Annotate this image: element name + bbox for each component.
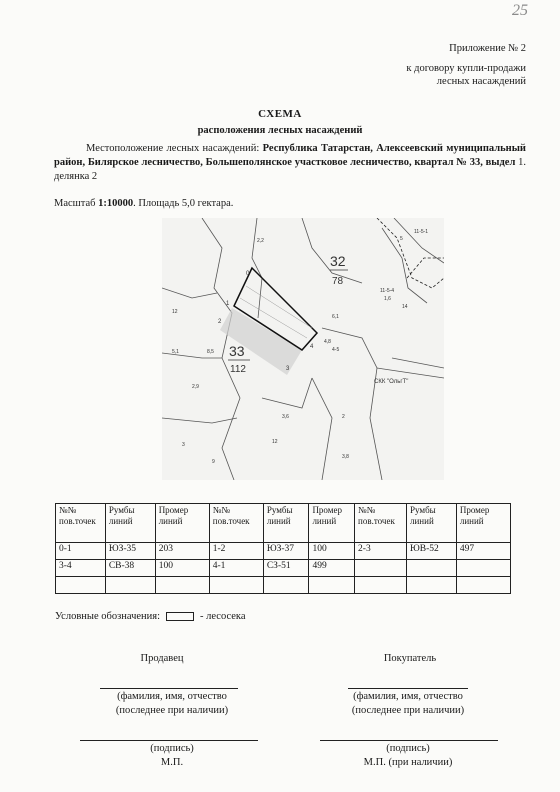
table-cell: СВ-38	[105, 560, 155, 577]
stand-label: 11-5-4	[380, 288, 395, 294]
stand-label: 4-5	[332, 347, 340, 353]
seller-name-hint-2: (последнее при наличии)	[115, 705, 229, 716]
legend-label: Условные обозначения:	[55, 611, 161, 622]
appendix-number: Приложение № 2	[449, 43, 526, 54]
road-label: СКК "ОльгТ"	[374, 379, 409, 385]
table-cell	[456, 577, 510, 594]
seller-name-hint: (фамилия, имя, отчество	[117, 691, 227, 702]
buyer-name-hint: (фамилия, имя, отчество	[353, 691, 463, 702]
table-header-cell: Промер линий	[155, 504, 209, 543]
table-cell	[209, 577, 263, 594]
table-header-cell: №№ пов.точек	[56, 504, 106, 543]
stand-label: 3	[182, 442, 185, 448]
cutting-area-swatch	[166, 612, 194, 621]
table-cell: 100	[309, 543, 355, 560]
stand-label: 2,2	[257, 238, 264, 244]
table-cell: 497	[456, 543, 510, 560]
map-drawing	[162, 218, 444, 480]
main-quarter-sub: 112	[230, 364, 246, 375]
stand-label: 3,6	[282, 414, 289, 420]
location-plot: 1. делянка 2	[54, 157, 526, 182]
location-prefix: Местоположение лесных насаждений:	[86, 143, 260, 154]
table-cell: СЗ-51	[263, 560, 309, 577]
table-header-row	[56, 504, 511, 543]
turning-points-table	[55, 503, 511, 594]
table-header-cell: Румбы линий	[407, 504, 457, 543]
table-row	[56, 560, 511, 577]
table-row	[56, 543, 511, 560]
table-cell	[155, 577, 209, 594]
buyer-stamp: М.П. (при наличии)	[363, 757, 453, 768]
table-row	[56, 577, 511, 594]
area-text: . Площадь 5,0 гектара.	[133, 198, 234, 209]
buyer-name-hint-2: (последнее при наличии)	[351, 705, 465, 716]
document-title: СХЕМА	[258, 108, 302, 120]
appendix-contract: к договору купли-продажи	[406, 63, 526, 74]
table-cell	[263, 577, 309, 594]
scale-value: 1:10000	[98, 198, 134, 209]
stand-label: 5,1	[172, 349, 179, 355]
table-cell: 2-3	[355, 543, 407, 560]
map-point-2: 2	[218, 319, 222, 325]
table-header-cell: Промер линий	[309, 504, 355, 543]
buyer-signature-line	[320, 740, 498, 741]
table-cell: 4-1	[209, 560, 263, 577]
map-point-3: 3	[286, 366, 290, 372]
stand-label: 14	[402, 304, 408, 310]
stand-label: 12	[172, 309, 178, 315]
map-point-0: 0	[246, 271, 250, 277]
neighbor-quarter-sub: 78	[332, 276, 344, 287]
stand-label: 2,9	[192, 384, 199, 390]
stand-label: 4,8	[324, 339, 331, 345]
appendix-subject: лесных насаждений	[436, 76, 526, 87]
table-cell: 3-4	[56, 560, 106, 577]
table-cell	[456, 560, 510, 577]
table-cell: 1-2	[209, 543, 263, 560]
stand-label: 5	[400, 236, 403, 242]
table-cell	[407, 577, 457, 594]
table-cell	[407, 560, 457, 577]
seller-title: Продавец	[140, 653, 184, 664]
table-cell: ЮЗ-37	[263, 543, 309, 560]
stand-label: 1,6	[384, 296, 391, 302]
table-header-cell: Промер линий	[456, 504, 510, 543]
location-paragraph	[54, 142, 526, 184]
buyer-title: Покупатель	[383, 653, 437, 664]
table-cell: 100	[155, 560, 209, 577]
stand-label: 3,8	[342, 454, 349, 460]
table-header-cell: Румбы линий	[105, 504, 155, 543]
table-cell	[355, 560, 407, 577]
table-header-cell: Румбы линий	[263, 504, 309, 543]
legend	[55, 611, 246, 622]
seller-signature-hint: (подпись)	[150, 743, 194, 754]
scale-label: Масштаб	[54, 198, 96, 209]
table-cell: ЮВ-52	[407, 543, 457, 560]
seller-name-line	[100, 688, 238, 689]
page-number: 25	[512, 2, 528, 19]
main-quarter-number: 33	[229, 343, 245, 359]
stand-label: 12	[272, 439, 278, 445]
stand-label: 8,5	[207, 349, 214, 355]
table-cell: 203	[155, 543, 209, 560]
map-point-1: 1	[226, 301, 230, 307]
table-cell	[105, 577, 155, 594]
table-header-cell: №№ пов.точек	[355, 504, 407, 543]
table-cell: ЮЗ-35	[105, 543, 155, 560]
table-header-cell: №№ пов.точек	[209, 504, 263, 543]
neighbor-quarter-number: 32	[330, 253, 346, 269]
forest-plot-map	[162, 218, 444, 480]
seller-signature-line	[80, 740, 258, 741]
stand-label: 2	[342, 414, 345, 420]
map-point-4: 4	[310, 344, 314, 350]
table-cell: 499	[309, 560, 355, 577]
stand-label: 11-5-1	[414, 229, 429, 235]
table-cell: 0-1	[56, 543, 106, 560]
legend-item: - лесосека	[200, 611, 246, 622]
location-address: Республика Татарстан, Алексеевский муниципальный район, Билярское лесничество, Большеполянское участковое лесничество, квартал № 33, выдел	[54, 143, 526, 168]
stand-label: 9	[212, 459, 215, 465]
buyer-signature-hint: (подпись)	[386, 743, 430, 754]
table-cell	[309, 577, 355, 594]
document-subtitle: расположения лесных насаждений	[197, 125, 363, 136]
scale-line	[54, 198, 233, 209]
table-cell	[56, 577, 106, 594]
stand-label: 6,1	[332, 314, 339, 320]
buyer-name-line	[348, 688, 468, 689]
table-cell	[355, 577, 407, 594]
seller-stamp: М.П.	[160, 757, 184, 768]
